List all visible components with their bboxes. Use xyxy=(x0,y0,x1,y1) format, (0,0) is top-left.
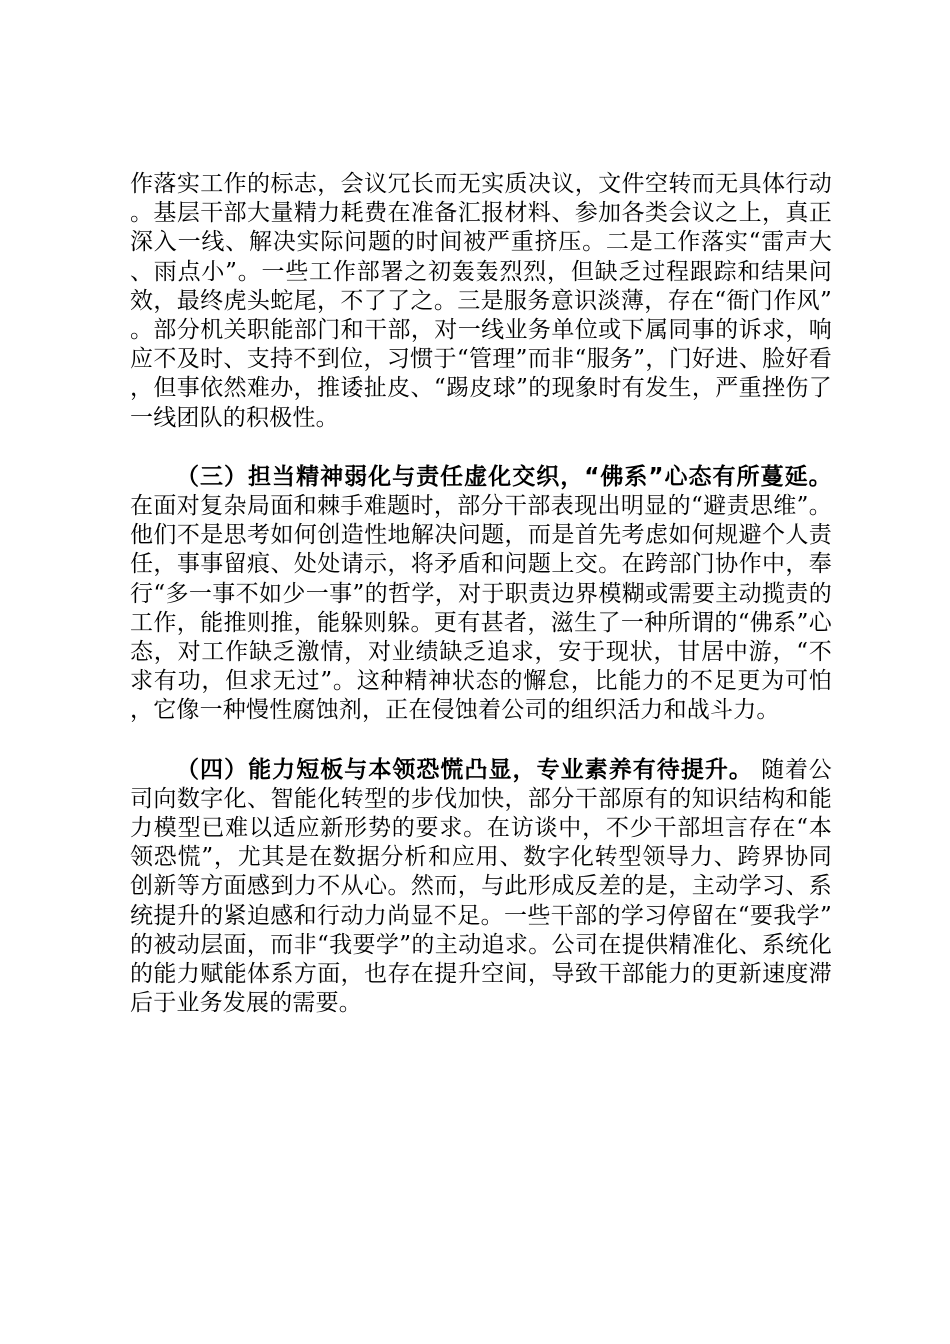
paragraph-3 xyxy=(130,756,832,1019)
section-heading-4: （四）能力短板与本领恐慌凸显，专业素养有待提升。 xyxy=(176,756,753,783)
paragraph-2 xyxy=(130,463,832,726)
paragraph-1-body: 作落实工作的标志，会议冗长而无实质决议，文件空转而无具体行动。基层干部大量精力耗费在准备汇报材料、参加各类会议之上，真正深入一线、解决实际问题的时间被严重挤压。二是工作落实“雷声大、雨点小”。一些工作部署之初轰轰烈烈，但缺乏过程跟踪和结果问效，最终虎头蛇尾，不了了之。三是服务意识淡薄，存在“衙门作风”。部分机关职能部门和干部，对一线业务单位或下属同事的诉求，响应不及时、支持不到位，习惯于“管理”而非“服务”，门好进、脸好看，但事依然难办，推诿扯皮、“踢皮球”的现象时有发生，严重挫伤了一线团队的积极性。 xyxy=(130,171,832,431)
paragraph-1 xyxy=(130,170,832,433)
paragraph-3-body: 随着公司向数字化、智能化转型的步伐加快，部分干部原有的知识结构和能力模型已难以适应新形势的要求。在访谈中，不少干部坦言存在“本领恐慌”，尤其是在数据分析和应用、数字化转型领导力、跨界协同创新等方面感到力不从心。然而，与此形成反差的是，主动学习、系统提升的紧迫感和行动力尚显不足。一些干部的学习停留在“要我学”的被动层面，而非“我要学”的主动追求。公司在提供精准化、系统化的能力赋能体系方面，也存在提升空间，导致干部能力的更新速度滞后于业务发展的需要。 xyxy=(130,756,832,1017)
paragraph-2-body: 在面对复杂局面和棘手难题时，部分干部表现出明显的“避责思维”。他们不是思考如何创造性地解决问题，而是首先考虑如何规避个人责任，事事留痕、处处请示，将矛盾和问题上交。在跨部门协作中，奉行“多一事不如少一事”的哲学，对于职责边界模糊或需要主动揽责的工作，能推则推，能躲则躲。更有甚者，滋生了一种所谓的“佛系”心态，对工作缺乏激情，对业绩缺乏追求，安于现状，甘居中游，“不求有功，但求无过”。这种精神状态的懈怠，比能力的不足更为可怕，它像一种慢性腐蚀剂，正在侵蚀着公司的组织活力和战斗力。 xyxy=(130,493,832,724)
section-heading-3: （三）担当精神弱化与责任虚化交织，“佛系”心态有所蔓延。 xyxy=(176,463,832,490)
document-body xyxy=(130,170,832,1018)
